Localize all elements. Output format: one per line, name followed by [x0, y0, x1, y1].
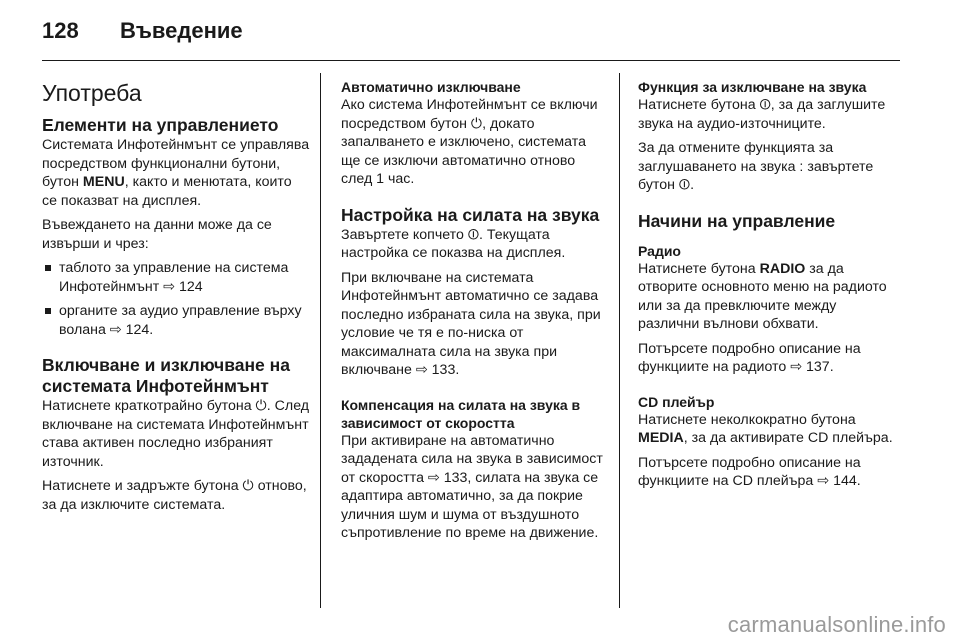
- text-span: Системата Инфотейнмънт се управлява посредством функционални бутони, бутон: [42, 137, 310, 190]
- watermark: carmanualsonline.info: [727, 612, 946, 637]
- section-heading-power: Включване и изключване на системата Инфотейнмънт: [42, 355, 290, 396]
- paragraph-input: Въвеждането на данни може да се извърши и чрез:: [42, 217, 272, 252]
- paragraph-volume-1: Завъртете копчето ⏼. Текущата настройка се показва на дисплея.: [341, 226, 566, 261]
- column-3: [638, 78, 900, 497]
- bullet-icon: [45, 308, 51, 314]
- page-title: Въведение: [120, 18, 243, 43]
- chapter-heading: Употреба: [42, 80, 142, 106]
- text-span: Натиснете бутона: [638, 260, 760, 277]
- section-heading-operation: Начини на управление: [638, 210, 836, 231]
- column-divider-2: [619, 73, 620, 608]
- section-heading-controls: Елементи на управлението: [42, 115, 279, 135]
- paragraph-mute-2: За да отмените функцията за заглушаването на звука : завъртете бутон ⏼.: [638, 140, 874, 193]
- paragraph-mute-1: Натиснете бутона ⏼, за да заглушите звука на аудио-източниците.: [638, 97, 886, 132]
- column-divider-1: [320, 73, 321, 608]
- subheading-auto-off: Автоматично изключване: [341, 79, 521, 95]
- subheading-cd: CD плейър: [638, 393, 715, 410]
- input-list: [42, 259, 310, 339]
- paragraph-radio-2: Потърсете подробно описание на функциите на радиото ⇨ 137.: [638, 340, 861, 375]
- paragraph-cd-2: Потърсете подробно описание на функциите на CD плейъра ⇨ 144.: [638, 454, 861, 489]
- subheading-speed-volume: Компенсация на силата на звука в зависимост от скоростта: [341, 396, 581, 431]
- header-rule: [42, 60, 900, 61]
- bold-radio-label: RADIO: [759, 260, 806, 277]
- bullet-icon: [45, 265, 51, 271]
- list-item-text: таблото за управление на система Инфотейнмънт ⇨ 124: [59, 260, 289, 295]
- list-item: [42, 259, 310, 296]
- paragraph-volume-2: При включване на системата Инфотейнмънт автоматично се задава последно избраната сила на звука, при условие че тя е по-ниска от максималната сила на звука при включване ⇨ 133.: [341, 269, 601, 378]
- paragraph-radio-1: [638, 260, 900, 334]
- section-heading-volume: Настройка на силата на звука: [341, 204, 600, 225]
- page-header: [42, 18, 243, 48]
- column-2: [341, 78, 604, 549]
- subheading-radio: Радио: [638, 242, 681, 259]
- paragraph-cd-1: [638, 411, 900, 448]
- text-span: , за да активирате CD плейъра.: [683, 430, 893, 446]
- text-span: за да отворите основното меню на радиото или за да превключите между различни вълнови обхвати.: [638, 260, 887, 332]
- page-number: 128: [42, 18, 79, 43]
- paragraph-auto-off: Ако система Инфотейнмънт се включи посредством бутон ⏻, докато запалването е изключено, системата ще се изключи автоматично отново след 1 час.: [341, 97, 598, 187]
- list-item: [42, 302, 310, 339]
- subheading-mute: Функция за изключване на звука: [638, 79, 867, 95]
- column-1: [42, 70, 310, 520]
- list-item-text: органите за аудио управление върху волана ⇨ 124.: [59, 303, 302, 338]
- bold-menu-label: MENU: [82, 174, 125, 190]
- paragraph-controls: [42, 136, 310, 210]
- paragraph-power-on: Натиснете краткотрайно бутона ⏻. След включване на системата Инфотейнмънт става активен последно избраният източник.: [42, 398, 310, 470]
- text-span: , както и менютата, които се показват на дисплея.: [42, 174, 292, 209]
- bold-media-label: MEDIA: [638, 430, 684, 446]
- paragraph-power-off: Натиснете и задръжте бутона ⏻ отново, за да изключите системата.: [42, 478, 307, 513]
- text-span: Натиснете неколкократно бутона: [638, 411, 856, 428]
- paragraph-speed-volume: При активиране на автоматично зададената сила на звука в зависимост от скоростта ⇨ 133, силата на звука се адаптира автоматично, за да покрие уличния шум и шума от въздушното съпротивление по време на движение.: [341, 432, 603, 541]
